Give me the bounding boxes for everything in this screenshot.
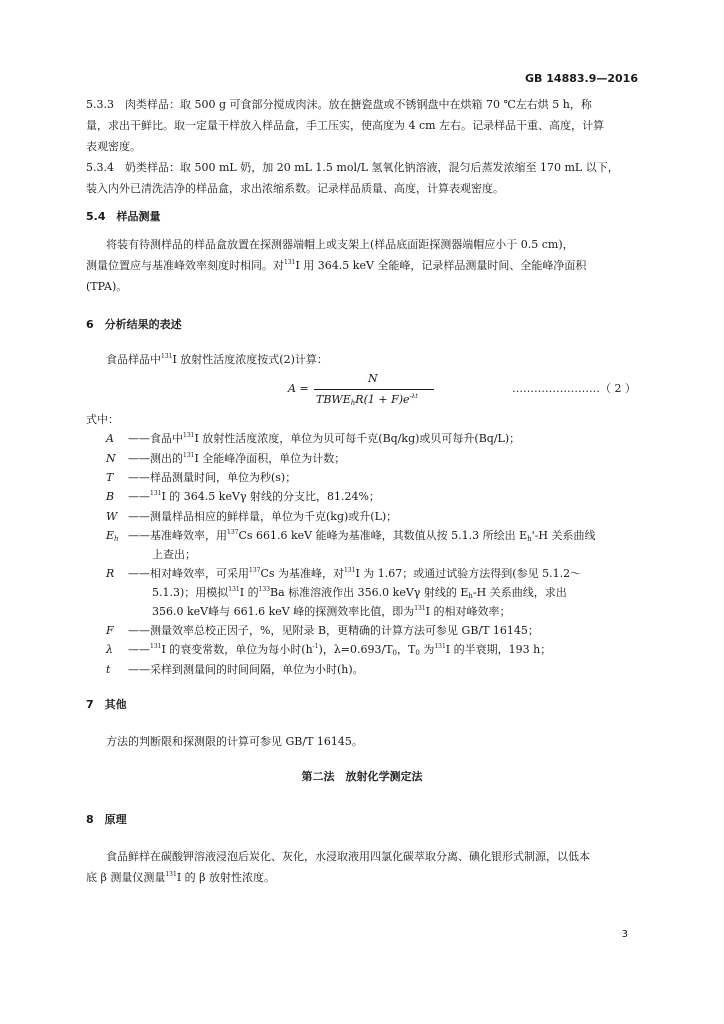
equation-denominator: $TBWE_hR(1 + F)e^{-\lambda t}$	[316, 393, 418, 407]
method-2-title: 第二法 放射化学测定法	[301, 770, 423, 783]
section-7-heading: 7 其他	[86, 698, 127, 711]
equation-numerator: N	[368, 372, 378, 385]
section-8-line-2: 底 β 测量仪测量$^{131}$I 的 β 放射性浓度。	[86, 871, 276, 884]
variable-description-r-line-3: 356.0 keV峰与 661.6 keV 峰的探测效率比值，即为$^{131}$I 的相对峰效率；	[152, 605, 511, 618]
variable-symbol-f: F	[106, 624, 114, 637]
equation-lhs: A =	[288, 382, 309, 395]
variable-description: ——测出的$^{131}$I 全能峰净面积，单位为计数；	[128, 452, 346, 465]
variable-description: ——样品测量时间，单位为秒(s)；	[128, 471, 297, 484]
variable-symbol: B	[106, 490, 115, 503]
section-5-4-line-3: (TPA)。	[86, 280, 128, 293]
variable-description-f: ——测量效率总校正因子，%，见附录 B，更精确的计算方法可参见 GB/T 16145；	[128, 624, 539, 637]
variable-description: ——食品中$^{131}$I 放射性活度浓度，单位为贝可每千克(Bq/kg)或贝可每升(Bq/L)；	[128, 432, 521, 445]
variable-symbol-r: R	[106, 567, 115, 580]
variable-symbol-t: t	[106, 663, 111, 676]
section-5-4-line-2: 测量位置应与基准峰效率刻度时相同。对$^{131}$I 用 364.5 keV 全能峰，记录样品测量时间、全能峰净面积	[86, 259, 587, 272]
section-8-line-1: 食品鲜样在碳酸钾溶液浸泡后炭化、灰化，水浸取液用四氯化碳萃取分离、碘化银形式制源，以低本	[106, 850, 590, 863]
section-6-intro: 食品样品中$^{131}$I 放射性活度浓度按式(2)计算：	[106, 353, 328, 366]
variable-description: ——$^{131}$I 的 364.5 keVγ 射线的分支比，81.24%；	[128, 490, 380, 503]
variable-symbol: N	[106, 452, 116, 465]
variable-description-lambda: ——$^{131}$I 的衰变常数，单位为每小时$(h^{-1})$，$\lambda=0.693/T_0$，$T_0$ 为$^{131}$I 的半衰期，193 h；	[128, 643, 552, 657]
page-number: 3	[621, 929, 628, 940]
section-5-4-line-1: 将装有待测样品的样品盒放置在探测器端帽上或支架上(样品底面距探测器端帽应小于 0.5 cm)，	[106, 238, 574, 251]
section-5-3-3-line-2: 量，求出干鲜比。取一定量干样放入样品盒，手工压实，使高度为 4 cm 左右。记录样品干重、高度，计算	[86, 119, 605, 132]
section-8-heading: 8 原理	[86, 813, 127, 826]
section-5-4-heading: 5.4 样品测量	[86, 210, 161, 223]
where-label: 式中：	[86, 413, 119, 426]
variable-symbol: A	[106, 432, 114, 445]
variable-symbol-lambda: λ	[106, 643, 113, 656]
variable-symbol-eh: $E_h$	[106, 529, 119, 543]
variable-description-eh-line-2: 上查出；	[152, 548, 196, 561]
variable-description: ——测量样品相应的鲜样量，单位为千克(kg)或升(L)；	[128, 510, 398, 523]
variable-description-r-line-2: 5.1.3)；用模拟$^{131}$I 的$^{133}$Ba 标准溶液作出 356.0 keVγ 射线的 $E_h-H$ 关系曲线，求出	[152, 586, 567, 600]
document-number: GB 14883.9—2016	[525, 72, 638, 85]
variable-symbol: W	[106, 510, 118, 523]
section-6-heading: 6 分析结果的表述	[86, 318, 182, 331]
equation-fraction-bar	[314, 389, 434, 390]
section-5-3-4-line-2: 装入内外已清洗洁净的样品盒，求出浓缩系数。记录样品质量、高度，计算表观密度。	[86, 182, 504, 195]
section-5-3-3-line-1: 5.3.3 肉类样品：取 500 g 可食部分搅成肉沫。放在搪瓷盘或不锈钢盘中在烘箱 70 ℃左右烘 5 h，称	[86, 98, 592, 111]
variable-description-eh-line-1: ——基准峰效率，用$^{137}$Cs 661.6 keV 能峰为基准峰，其数值从按 5.1.3 所绘出 $E_h'-H$ 关系曲线	[128, 529, 596, 543]
variable-description-t: ——采样到测量间的时间间隔，单位为小时(h)。	[128, 663, 364, 676]
equation-number: ……………………（ 2 ）	[512, 382, 636, 395]
variable-description-r-line-1: ——相对峰效率，可采用$^{137}$Cs 为基准峰，对$^{131}$I 为 1.67；或通过试验方法得到(参见 5.1.2～	[128, 567, 582, 580]
variable-symbol: T	[106, 471, 114, 484]
section-5-3-3-line-3: 表观密度。	[86, 140, 141, 153]
section-7-text: 方法的判断限和探测限的计算可参见 GB/T 16145。	[106, 735, 363, 748]
section-5-3-4-line-1: 5.3.4 奶类样品：取 500 mL 奶，加 20 mL 1.5 mol/L 氢氧化钠溶液，混匀后蒸发浓缩至 170 mL 以下，	[86, 161, 619, 174]
